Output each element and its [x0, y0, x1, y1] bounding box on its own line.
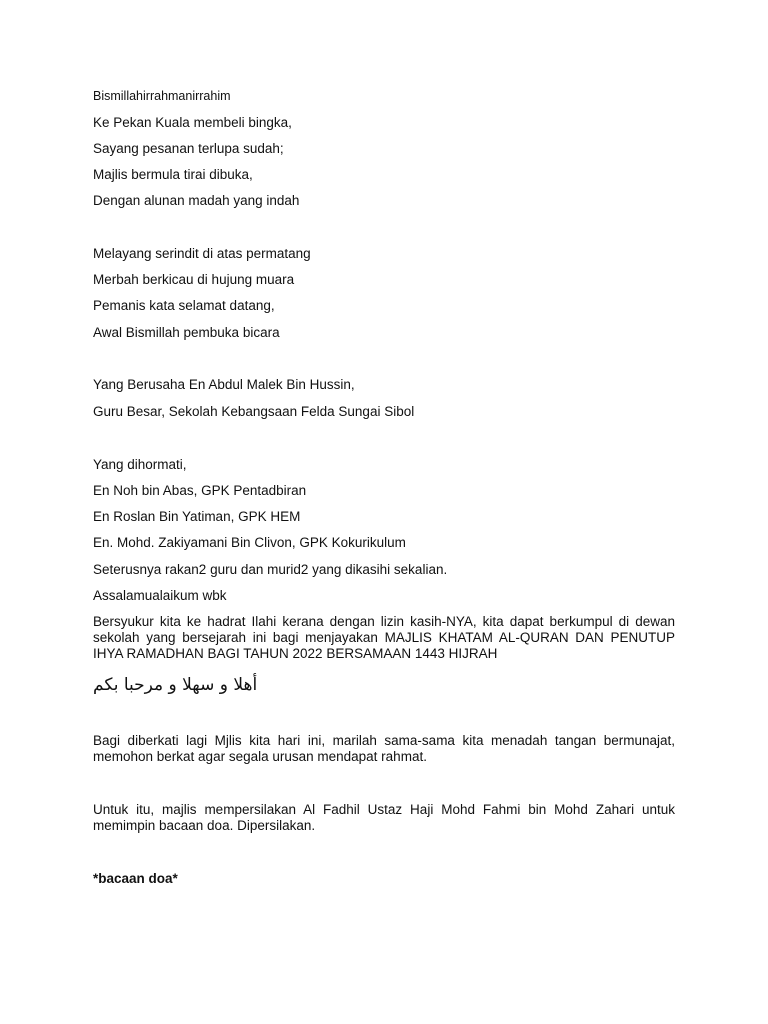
address-dignitaries-line-2: En Noh bin Abas, GPK Pentadbiran: [93, 483, 307, 498]
salam-line: Assalamualaikum wbk: [93, 588, 227, 603]
pantun1-line-3: Majlis bermula tirai dibuka,: [93, 167, 253, 182]
pantun2-line-2: Merbah berkicau di hujung muara: [93, 272, 295, 287]
pantun2-line-4: Awal Bismillah pembuka bicara: [93, 325, 280, 340]
address-dignitaries-line-4: En. Mohd. Zakiyamani Bin Clivon, GPK Kokurikulum: [93, 535, 406, 550]
address-dignitaries-line-3: En Roslan Bin Yatiman, GPK HEM: [93, 509, 301, 524]
address-dignitaries-line-1: Yang dihormati,: [93, 457, 187, 472]
blessing-paragraph: Bagi diberkati lagi Mjlis kita hari ini, marilah sama-sama kita menadah tangan bermunajat, memohon berkat agar segala urusan mendapat rahmat.: [93, 733, 675, 764]
gratitude-paragraph: Bersyukur kita ke hadrat Ilahi kerana dengan lizin kasih-NYA, kita dapat berkumpul di dewan sekolah yang bersejarah ini bagi menjayakan MAJLIS KHATAM AL-QURAN DAN PENUTUP IHYA RAMADHAN BAGI TAHUN 2022 BERSAMAAN 1443 HIJRAH: [93, 614, 675, 661]
arabic-greeting: أهلا و سهلا و مرحبا بكم: [93, 675, 258, 695]
pantun1-line-1: Ke Pekan Kuala membeli bingka,: [93, 115, 292, 130]
invitation-paragraph: Untuk itu, majlis mempersilakan Al Fadhil Ustaz Haji Mohd Fahmi bin Mohd Zahari untuk memimpin bacaan doa. Dipersilakan.: [93, 802, 675, 833]
pantun1-line-4: Dengan alunan madah yang indah: [93, 193, 300, 208]
pantun1-line-2: Sayang pesanan terlupa sudah;: [93, 141, 284, 156]
doa-marker: *bacaan doa*: [93, 871, 178, 886]
opening-line: Bismillahirrahmanirrahim: [93, 89, 231, 103]
address-headmaster-line-1: Yang Berusaha En Abdul Malek Bin Hussin,: [93, 377, 355, 392]
pantun2-line-3: Pemanis kata selamat datang,: [93, 298, 275, 313]
address-dignitaries-line-5: Seterusnya rakan2 guru dan murid2 yang dikasihi sekalian.: [93, 562, 448, 577]
address-headmaster-line-2: Guru Besar, Sekolah Kebangsaan Felda Sungai Sibol: [93, 404, 415, 419]
pantun2-line-1: Melayang serindit di atas permatang: [93, 246, 311, 261]
